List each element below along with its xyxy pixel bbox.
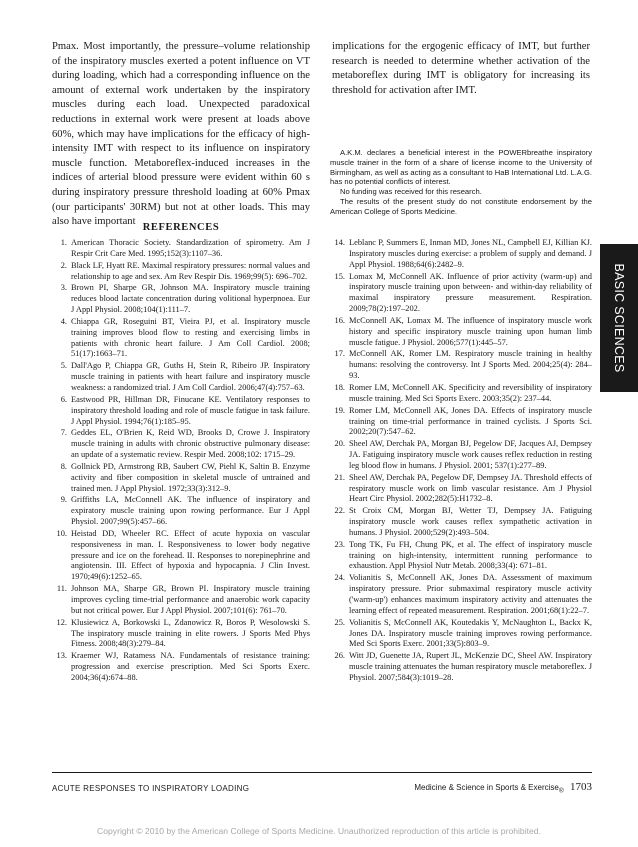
reference-number: 16. — [334, 315, 345, 325]
paragraph-right: implications for the ergogenic efficacy of IMT, but further research is needed to determine whether activation of the metaboreflex during IMT is obligatory for increasing its threshold for activation after IMT. — [332, 41, 590, 96]
reference-item — [52, 361, 310, 394]
reference-number: 22. — [334, 506, 345, 516]
reference-number: 15. — [334, 271, 345, 281]
reference-text: Kraemer WJ, Ratamess NA. Fundamentals of resistance training: progression and exercise prescription. Med Sci Sports Exerc. 2004;36(4):674–88. — [71, 651, 310, 682]
reference-item — [330, 618, 592, 651]
reference-text: Volianitis S, McConnell AK, Jones DA. Assessment of maximum inspiratory pressure. Prior submaximal respiratory muscle activity ('warm-up') enhances maximum inspiratory activity and attenuates the learning effect of repeated measurement. Respiration. 2001;68(1):22–7. — [349, 573, 592, 615]
reference-text: Sheel AW, Derchak PA, Morgan BJ, Pegelow DF, Jacques AJ, Dempsey JA. Fatiguing inspiratory muscle work causes reflex reduction in resting leg blood flow in humans. J Physiol. 2001; 537(1):277–89. — [349, 439, 592, 470]
reference-text: Brown PI, Sharpe GR, Johnson MA. Inspiratory muscle training reduces blood lactate concentration during volitional hyperpnoea. Eur J Appl Physiol. 2008;104(1):111–7. — [71, 283, 310, 315]
disclosure-endorsement: The results of the present study do not constitute endorsement by the American College of Sports Medicine. — [330, 196, 592, 216]
reference-number: 1. — [60, 238, 67, 247]
reference-item — [330, 238, 592, 271]
references-heading: REFERENCES — [142, 222, 220, 233]
reference-number: 8. — [60, 461, 67, 471]
registered-mark: ® — [558, 787, 564, 795]
reference-item — [52, 495, 310, 528]
reference-text: McConnell AK, Lomax M. The influence of inspiratory muscle work history and specific inspiratory muscle training upon human limb muscle fatigue. J Physiol. 2006;577(1):445–57. — [349, 315, 592, 347]
page-number: 1703 — [570, 781, 592, 793]
reference-number: 6. — [60, 394, 67, 404]
reference-item — [52, 651, 310, 684]
reference-text: American Thoracic Society. Standardization of spirometry. Am J Respir Crit Care Med. 1995;152(3):1107–36. — [71, 238, 310, 258]
reference-number: 12. — [56, 617, 67, 627]
reference-text: Sheel AW, Derchak PA, Pegelow DF, Dempsey JA. Threshold effects of respiratory muscle work on limb vascular resistance. Am J Physiol Heart Circ Physiol. 2002;282(5):H1732–8. — [349, 472, 592, 504]
reference-item — [52, 584, 310, 617]
reference-number: 3. — [60, 283, 67, 293]
reference-item — [330, 272, 592, 315]
side-tab-label: BASIC SCIENCES — [612, 263, 626, 373]
reference-text: Heistad DD, Wheeler RC. Effect of acute hypoxia on vascular responsiveness in man. I. Responsiveness to lower body negative pressure and ice on the forehead. II. Responses to norepinephrine and angiotensin. III. Effect of hypoxia and hypocapnia. J Clin Invest. 1970;49(6):1252–65. — [71, 528, 310, 582]
body-text-right — [332, 40, 590, 98]
paragraph-left: Pmax. Most importantly, the pressure–volume relationship of the inspiratory muscles exerted a potent influence on VT during loading, which had a corresponding influence on the amount of external work undertaken by the inspiratory muscles during each load. Unexpected paradoxical reductions in external work were present at loads above 60%, which may have implications for the efficacy of high-intensity IMT with respect to its influence on inspiratory muscle function. Metaboreflex-induced increases in the indices of arterial blood pressure were evident within 60 s during inspiratory pressure threshold loading at 60% Pmax (our participants' 30RM) but not at other loads. This may also have important — [52, 41, 310, 228]
reference-number: 18. — [334, 382, 345, 392]
reference-item — [52, 261, 310, 283]
reference-item — [330, 406, 592, 439]
reference-text: McConnell AK, Romer LM. Respiratory muscle training in healthy humans: resolving the controversy. Int J Sports Med. 2004;25(4): 284–93. — [349, 349, 592, 381]
reference-number: 14. — [334, 238, 345, 247]
reference-text: Tong TK, Fu FH, Chung PK, et al. The effect of inspiratory muscle training on high-intensity, intermittent running performance to exhaustion. Appl Physiol Nutr Metab. 2008;33(4): 671–81. — [349, 539, 592, 571]
reference-number: 11. — [56, 584, 67, 594]
reference-item — [330, 473, 592, 506]
reference-text: St Croix CM, Morgan BJ, Wetter TJ, Dempsey JA. Fatiguing inspiratory muscle work causes reflex sympathetic activation in humans. J Physiol. 2000;529(2):493–504. — [349, 506, 592, 537]
reference-item — [330, 540, 592, 573]
reference-number: 5. — [60, 361, 67, 371]
reference-item — [52, 317, 310, 360]
reference-text: Lomax M, McConnell AK. Influence of prior activity (warm-up) and inspiratory muscle training upon between- and within-day reliability of maximal inspiratory pressure measurement. Respiration. 2009;78(2):197–202. — [349, 271, 592, 314]
disclosure-block — [330, 148, 592, 217]
journal-footer — [414, 781, 592, 795]
reference-text: Romer LM, McConnell AK. Specificity and reversibility of inspiratory muscle training. Med Sci Sports Exerc. 2003;35(2): 237–44. — [349, 382, 592, 403]
reference-text: Geddes EL, O'Brien K, Reid WD, Brooks D, Crowe J. Inspiratory muscle training in adults with chronic obstructive pulmonary disease: an update of a systematic review. Respir Med. 2008;102: 1715–29. — [71, 428, 310, 460]
reference-text: Eastwood PR, Hillman DR, Finucane KE. Ventilatory responses to inspiratory threshold loading and role of muscle fatigue in task failure. J Appl Physiol. 1994;76(1):185–95. — [71, 394, 310, 426]
reference-item — [52, 618, 310, 651]
reference-item — [52, 395, 310, 428]
disclosure-funding: No funding was received for this research. — [340, 187, 482, 197]
reference-item — [52, 428, 310, 461]
reference-text: Dall'Ago P, Chiappa GR, Guths H, Stein R, Ribeiro JP. Inspiratory muscle training in patients with heart failure and inspiratory muscle weakness: a randomized trial. J Am Coll Cardiol. 2006;47(4):757–63. — [71, 361, 310, 392]
reference-number: 13. — [56, 651, 67, 661]
reference-number: 2. — [60, 260, 67, 270]
footer-divider — [52, 772, 592, 773]
reference-text: Johnson MA, Sharpe GR, Brown PI. Inspiratory muscle training improves cycling time-trial performance and anaerobic work capacity but not critical power. Eur J Appl Physiol. 2007;101(6): 761–70. — [71, 584, 310, 615]
reference-item — [330, 349, 592, 382]
reference-text: Griffiths LA, McConnell AK. The influence of inspiratory and expiratory muscle training upon rowing performance. Eur J Appl Physiol. 2007;99(5):457–66. — [71, 495, 310, 527]
journal-name: Medicine & Science in Sports & Exercise — [414, 783, 559, 792]
reference-number: 19. — [334, 405, 345, 415]
references-list-left — [52, 238, 310, 685]
reference-text: Volianitis S, McConnell AK, Koutedakis Y, McNaughton L, Backx K, Jones DA. Inspiratory muscle training improves rowing performance. Med Sci Sports Exerc. 2001;33(5):803–9. — [349, 617, 592, 649]
reference-number: 26. — [334, 651, 345, 661]
reference-number: 10. — [56, 528, 67, 538]
reference-number: 9. — [60, 495, 67, 505]
reference-text: Leblanc P, Summers E, Inman MD, Jones NL, Campbell EJ, Killian KJ. Inspiratory muscles during exercise: a problem of supply and demand. J Appl Physiol. 1988;64(6):2482–9. — [349, 238, 592, 269]
reference-item — [330, 573, 592, 616]
reference-number: 23. — [334, 539, 345, 549]
reference-item — [52, 529, 310, 583]
body-text-left — [52, 40, 310, 230]
running-title: ACUTE RESPONSES TO INSPIRATORY LOADING — [52, 784, 250, 793]
reference-number: 7. — [60, 428, 67, 438]
reference-text: Gollnick PD, Armstrong RB, Saubert CW, Piehl K, Saltin B. Enzyme activity and fiber composition in skeletal muscle of untrained and trained men. J Appl Physiol. 1972;33(3):312–9. — [71, 461, 310, 493]
reference-text: Black LF, Hyatt RE. Maximal respiratory pressures: normal values and relationship to age and sex. Am Rev Respir Dis. 1969;99(5): 696–702. — [71, 260, 310, 281]
reference-text: Romer LM, McConnell AK, Jones DA. Effects of inspiratory muscle training on time-trial performance in trained cyclists. J Sports Sci. 2002;20(7):547–62. — [349, 405, 592, 437]
reference-item — [52, 462, 310, 495]
disclosure-conflict: A.K.M. declares a beneficial interest in the POWERbreathe inspiratory muscle trainer in the form of a share of license income to the University of Birmingham, as well as acting as a consultant to HaB International Ltd. L.A.G. has no potential conflicts of interest. — [330, 148, 592, 187]
references-list-right — [330, 238, 592, 685]
reference-item — [330, 383, 592, 405]
reference-number: 17. — [334, 349, 345, 359]
reference-item — [52, 238, 310, 260]
reference-number: 4. — [60, 316, 67, 326]
reference-item — [330, 316, 592, 349]
reference-text: Chiappa GR, Roseguini BT, Vieira PJ, et al. Inspiratory muscle training improves blood flow to resting and exercising limbs in patients with chronic heart failure. J Am Coll Cardiol. 2008; 51(17):1663–71. — [71, 316, 310, 359]
reference-item — [330, 439, 592, 472]
reference-number: 20. — [334, 439, 345, 449]
reference-number: 25. — [334, 617, 345, 627]
reference-item — [330, 651, 592, 684]
reference-item — [52, 283, 310, 316]
reference-item — [330, 506, 592, 539]
section-side-tab — [600, 244, 638, 392]
reference-number: 24. — [334, 573, 345, 583]
reference-text: Klusiewicz A, Borkowski L, Zdanowicz R, Boros P, Wesolowski S. The inspiratory muscle training in elite rowers. J Sports Med Phys Fitness. 2008;48(3):279–84. — [71, 617, 310, 649]
copyright-notice: Copyright © 2010 by the American College of Sports Medicine. Unauthorized reproduction of this article is prohibited. — [97, 826, 541, 836]
reference-text: Witt JD, Guenette JA, Rupert JL, McKenzie DC, Sheel AW. Inspiratory muscle training attenuates the human respiratory muscle metaboreflex. J Physiol. 2007;584(3):1019–28. — [349, 651, 592, 682]
reference-number: 21. — [334, 472, 345, 482]
